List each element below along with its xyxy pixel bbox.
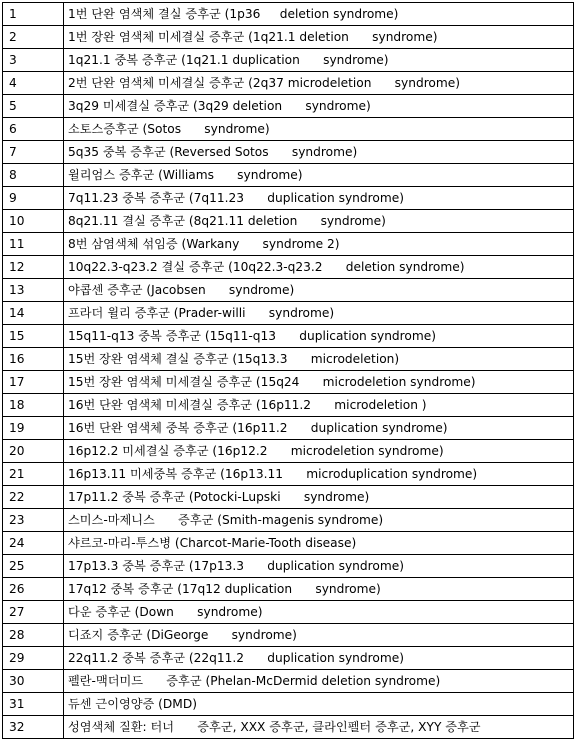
row-number-cell: 16 [3,348,64,371]
row-number-cell: 32 [3,716,64,739]
row-number-cell: 15 [3,325,64,348]
table-row [3,693,574,716]
table-row [3,49,574,72]
row-number-cell: 1 [3,3,64,26]
table-row [3,302,574,325]
table-row [3,555,574,578]
row-number-cell: 21 [3,463,64,486]
row-number-cell: 14 [3,302,64,325]
syndrome-name-cell: 디죠지 증후군 (DiGeorge syndrome) [64,624,574,647]
row-number-cell: 26 [3,578,64,601]
row-number-cell: 17 [3,371,64,394]
syndrome-name-cell: 5q35 중복 증후군 (Reversed Sotos syndrome) [64,141,574,164]
row-number-cell: 19 [3,417,64,440]
table-row [3,3,574,26]
row-number-cell: 11 [3,233,64,256]
row-number-cell: 12 [3,256,64,279]
row-number-cell: 25 [3,555,64,578]
syndrome-name-cell: 17q12 중복 증후군 (17q12 duplication syndrome) [64,578,574,601]
table-row [3,118,574,141]
row-number-cell: 8 [3,164,64,187]
syndrome-name-cell: 윌리엄스 증후군 (Williams syndrome) [64,164,574,187]
syndrome-name-cell: 2번 단완 염색체 미세결실 증후군 (2q37 microdeletion syndrome) [64,72,574,95]
syndrome-name-cell: 15번 장완 염색체 결실 증후군 (15q13.3 microdeletion) [64,348,574,371]
syndrome-name-cell: 8q21.11 결실 증후군 (8q21.11 deletion syndrome) [64,210,574,233]
table-row [3,624,574,647]
syndrome-name-cell: 16p13.11 미세중복 증후군 (16p13.11 microduplication syndrome) [64,463,574,486]
syndrome-name-cell: 샤르코-마리-투스병 (Charcot-Marie-Tooth disease) [64,532,574,555]
table-row [3,647,574,670]
syndrome-name-cell: 17p13.3 중복 증후군 (17p13.3 duplication syndrome) [64,555,574,578]
row-number-cell: 6 [3,118,64,141]
table-row [3,141,574,164]
syndrome-table-body [3,3,574,739]
row-number-cell: 18 [3,394,64,417]
row-number-cell: 22 [3,486,64,509]
table-row [3,440,574,463]
table-row [3,210,574,233]
table-row [3,233,574,256]
table-row [3,601,574,624]
syndrome-name-cell: 8번 삼염색체 섞임증 (Warkany syndrome 2) [64,233,574,256]
table-row [3,348,574,371]
syndrome-name-cell: 16번 단완 염색체 미세결실 증후군 (16p11.2 microdeletion ) [64,394,574,417]
table-row [3,532,574,555]
table-row [3,463,574,486]
row-number-cell: 30 [3,670,64,693]
row-number-cell: 5 [3,95,64,118]
row-number-cell: 13 [3,279,64,302]
syndrome-name-cell: 다운 증후군 (Down syndrome) [64,601,574,624]
syndrome-name-cell: 야콥센 증후군 (Jacobsen syndrome) [64,279,574,302]
row-number-cell: 29 [3,647,64,670]
row-number-cell: 2 [3,26,64,49]
row-number-cell: 4 [3,72,64,95]
syndrome-name-cell: 1q21.1 중복 증후군 (1q21.1 duplication syndrome) [64,49,574,72]
table-row [3,164,574,187]
row-number-cell: 9 [3,187,64,210]
syndrome-name-cell: 16p12.2 미세결실 증후군 (16p12.2 microdeletion syndrome) [64,440,574,463]
table-row [3,417,574,440]
row-number-cell: 3 [3,49,64,72]
syndrome-name-cell: 소토스증후군 (Sotos syndrome) [64,118,574,141]
syndrome-name-cell: 10q22.3-q23.2 결실 증후군 (10q22.3-q23.2 deletion syndrome) [64,256,574,279]
syndrome-name-cell: 22q11.2 중복 증후군 (22q11.2 duplication syndrome) [64,647,574,670]
syndrome-name-cell: 듀센 근이영양증 (DMD) [64,693,574,716]
table-row [3,279,574,302]
table-row [3,325,574,348]
syndrome-table [2,2,574,739]
syndrome-name-cell: 성염색체 질환: 터너 증후군, XXX 증후군, 클라인펠터 증후군, XYY 증후군 [64,716,574,739]
row-number-cell: 10 [3,210,64,233]
table-row [3,371,574,394]
syndrome-name-cell: 1번 단완 염색체 결실 증후군 (1p36 deletion syndrome) [64,3,574,26]
table-row [3,26,574,49]
syndrome-name-cell: 16번 단완 염색체 중복 증후군 (16p11.2 duplication syndrome) [64,417,574,440]
row-number-cell: 24 [3,532,64,555]
table-row [3,509,574,532]
row-number-cell: 28 [3,624,64,647]
table-row [3,187,574,210]
syndrome-name-cell: 3q29 미세결실 증후군 (3q29 deletion syndrome) [64,95,574,118]
syndrome-name-cell: 7q11.23 중복 증후군 (7q11.23 duplication syndrome) [64,187,574,210]
syndrome-name-cell: 17p11.2 중복 증후군 (Potocki-Lupski syndrome) [64,486,574,509]
row-number-cell: 31 [3,693,64,716]
syndrome-name-cell: 프라더 윌리 증후군 (Prader-willi syndrome) [64,302,574,325]
syndrome-name-cell: 15q11-q13 중복 증후군 (15q11-q13 duplication syndrome) [64,325,574,348]
row-number-cell: 23 [3,509,64,532]
table-row [3,95,574,118]
row-number-cell: 7 [3,141,64,164]
table-row [3,670,574,693]
table-row [3,72,574,95]
table-row [3,578,574,601]
table-row [3,256,574,279]
table-row [3,716,574,739]
syndrome-name-cell: 펠란-맥더미드 증후군 (Phelan-McDermid deletion syndrome) [64,670,574,693]
syndrome-name-cell: 스미스-마제니스 증후군 (Smith-magenis syndrome) [64,509,574,532]
row-number-cell: 27 [3,601,64,624]
syndrome-name-cell: 1번 장완 염색체 미세결실 증후군 (1q21.1 deletion syndrome) [64,26,574,49]
syndrome-name-cell: 15번 장완 염색체 미세결실 증후군 (15q24 microdeletion syndrome) [64,371,574,394]
table-row [3,394,574,417]
row-number-cell: 20 [3,440,64,463]
table-row [3,486,574,509]
